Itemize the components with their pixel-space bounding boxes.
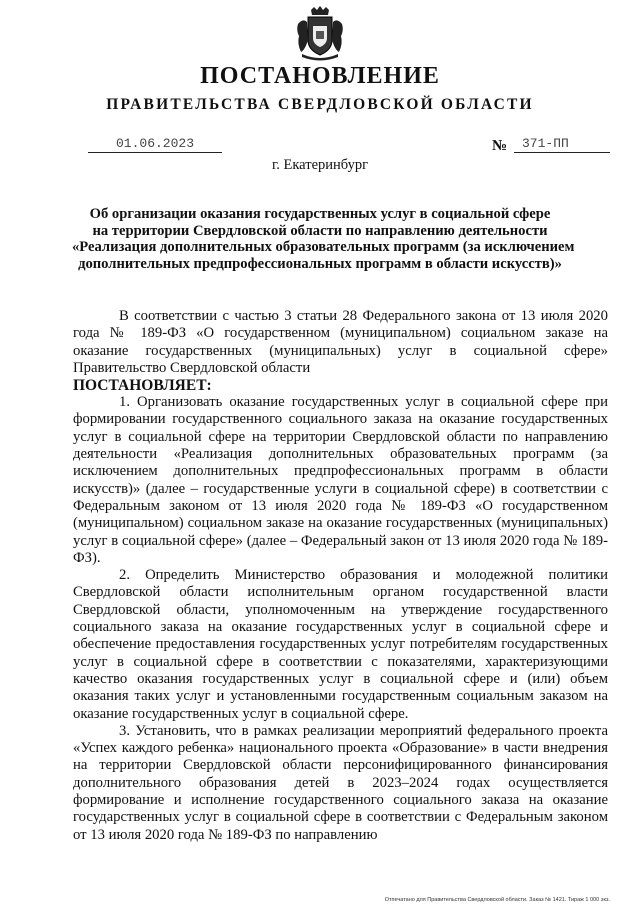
issuer-title: ПРАВИТЕЛЬСТВА СВЕРДЛОВСКОЙ ОБЛАСТИ [106,96,534,113]
heading-line: дополнительных предпрофессиональных программ в области искусств)» [78,255,562,272]
intro-paragraph: В соответствии с частью 3 статьи 28 Федерального закона от 13 июля 2020 года № 189-ФЗ «О государственном (муниципальном) социальном заказе на оказание государственных (муниципальных) услуг в социальной сфере» Правительство Свердловской области [73,308,608,376]
print-footer: Отпечатано для Правительства Свердловской области. Заказ № 1421. Тираж 1 000 экз. [384,897,610,903]
document-body [73,308,608,844]
document-title: ПОСТАНОВЛЕНИЕ [200,63,440,89]
heading-line: на территории Свердловской области по направлению деятельности [92,222,548,239]
heading-line: Об организации оказания государственных услуг в социальной сфере [89,206,551,222]
city-label: г. Екатеринбург [271,157,369,173]
paragraph-item-1: 1. Организовать оказание государственных услуг в социальной сфере при формировании государственного социального заказа на оказание государственных услуг в социальной сфере на территории Свердловской области по направлению деятельности «Реализация дополнительных образовательных программ (за исключением дополнительных предпрофессиональных программ в области искусств)» (далее – государственные услуги в социальной сфере) в соответствии с Федеральным законом от 13 июля 2020 года № 189-ФЗ «О государственном (муниципальном) социальном заказе на оказание государственных (муниципальных) услуг в социальной сфере» (далее – Федеральный закон от 13 июля 2020 года № 189-ФЗ). [73,394,608,566]
resolution-heading [72,206,575,272]
coat-of-arms-icon [294,6,346,62]
number-sign: № [492,138,508,154]
document-date: 01.06.2023 [88,136,222,153]
decree-word: ПОСТАНОВЛЯЕТ: [73,377,212,395]
heading-line: «Реализация дополнительных образовательных программ (за исключением [72,239,575,255]
paragraph-item-3: 3. Установить, что в рамках реализации мероприятий федерального проекта «Успех каждого ребенка» национального проекта «Образование» в части внедрения на территории Свердловской области персонифицированного финансирования дополнительного образования детей в 2023–2024 годах осуществляется формирование и исполнение государственного социального заказа на оказание государственных услуг в социальной сфере в соответствии с Федеральным законом от 13 июля 2020 года № 189-ФЗ по направлению [73,722,608,843]
document-number: 371-ПП [514,136,610,153]
paragraph-item-2: 2. Определить Министерство образования и молодежной политики Свердловской области исполнительным органом государственной власти Свердловской области, уполномоченным на утверждение государственного социального заказа на оказание государственных услуг в социальной сфере и обеспечение предоставления государственных услуг потребителям государственных услуг в социальной сфере в соответствии с показателями, характеризующими качество оказания государственных услуг в социальной сфере и (или) объем оказания таких услуг и установленными государственным социальным заказом на оказание государственных услуг в социальной сфере. [73,567,608,722]
